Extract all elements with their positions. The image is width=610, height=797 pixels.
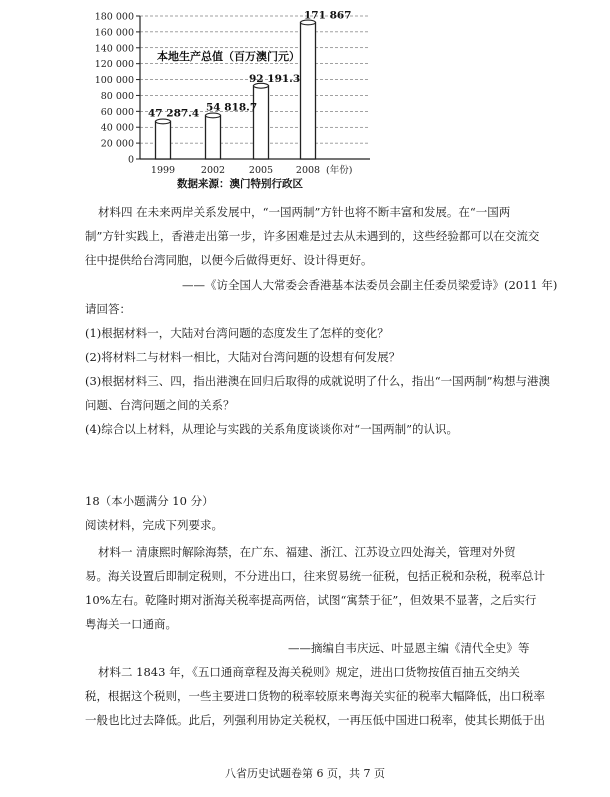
bar: [206, 115, 221, 159]
chart-source: 数据来源：澳门特别行政区: [177, 178, 303, 190]
bar: [156, 121, 171, 159]
question-3-line-1: (3)根据材料三、四，指出港澳在回归后取得的成就说明了什么，指出“一国两制”构想与港澳: [85, 374, 551, 388]
x-unit-label: (年份): [326, 165, 353, 176]
material4-line-2: 制”方针实践上，香港走出第一步，许多困难是过去从未遇到的，这些经验都可以在交流交: [85, 229, 540, 243]
bar-value-label: 171 867: [304, 9, 352, 22]
y-tick-label: 60 000: [100, 106, 134, 118]
bar: [301, 22, 316, 159]
question-4: (4)综合以上材料，从理论与实践的关系角度谈谈你对“一国两制”的认识。: [85, 422, 459, 436]
y-tick-label: 120 000: [94, 59, 134, 71]
question-2: (2)将材料二与材料一相比，大陆对台湾问题的设想有何发展？: [85, 350, 401, 364]
y-tick-label: 40 000: [100, 122, 134, 134]
y-tick-label: 100 000: [94, 75, 134, 87]
bar-value-label: 47 287.4: [148, 107, 200, 120]
bar-cap: [156, 119, 171, 124]
question-3-line-2: 问题、台湾问题之间的关系？: [85, 398, 235, 412]
q18-material2-line-2: 税，根据这个税则，一些主要进口货物的税率较原来粤海关实征的税率大幅降低，出口税率: [85, 689, 545, 703]
x-tick-label: 1999: [150, 165, 176, 176]
q18-material2-line-1: 材料二 1843 年，《五口通商章程及海关税则》规定，进出口货物按值百抽五交纳关: [98, 665, 520, 679]
answer-prompt: 请回答：: [85, 302, 131, 316]
material4-citation: ——《访全国人大常委会香港基本法委员会副主任委员梁爱诗》(2011 年): [182, 278, 558, 292]
gdp-bar-chart: [60, 8, 430, 194]
bar-cap: [206, 113, 221, 118]
chart-title: 本地生产总值（百万澳门元）: [157, 50, 300, 63]
q18-header: 18（本小题满分 10 分）: [85, 494, 214, 508]
q18-material1-line-2: 易。海关设置后即制定税则，不分进出口，往来贸易统一征税，包括正税和杂税，税率总计: [85, 569, 545, 583]
x-tick-label: 2005: [248, 165, 274, 176]
q18-material1-citation: ——摘编自韦庆远、叶显恩主编《清代全史》等: [288, 641, 530, 655]
y-tick-label: 140 000: [94, 43, 134, 55]
bar: [254, 86, 269, 159]
bar-value-label: 54 818.7: [206, 101, 258, 114]
q18-material1-line-4: 粤海关一口通商。: [85, 617, 177, 631]
y-tick-label: 20 000: [100, 138, 134, 150]
page-footer: 八省历史试题卷第 6 页，共 7 页: [225, 767, 385, 780]
material4-line-1: 材料四 在未来两岸关系发展中，“一国两制”方针也将不断丰富和发展。在“一国两: [98, 205, 511, 219]
y-tick-label: 160 000: [94, 27, 134, 39]
y-tick-label: 80 000: [100, 90, 134, 102]
x-tick-label: 2002: [200, 165, 226, 176]
y-tick-label: 0: [127, 154, 134, 166]
q18-instruction: 阅读材料，完成下列要求。: [85, 518, 223, 532]
bar-value-label: 92 191.3: [249, 72, 301, 85]
question-1: (1)根据材料一，大陆对台湾问题的态度发生了怎样的变化？: [85, 326, 389, 340]
x-tick-label: 2008: [295, 165, 321, 176]
material4-line-3: 往中提供给台湾同胞，以便今后做得更好、设计得更好。: [85, 253, 373, 267]
q18-material1-line-1: 材料一 清康熙时解除海禁，在广东、福建、浙江、江苏设立四处海关，管理对外贸: [98, 545, 516, 559]
y-tick-label: 180 000: [94, 11, 134, 23]
q18-material1-line-3: 10%左右。乾隆时期对浙海关税率提高两倍，试图“寓禁于征”，但效果不显著，之后实行: [85, 593, 537, 607]
q18-material2-line-3: 一般也比过去降低。此后，列强利用协定关税权，一再压低中国进口税率，使其长期低于出: [85, 713, 545, 727]
